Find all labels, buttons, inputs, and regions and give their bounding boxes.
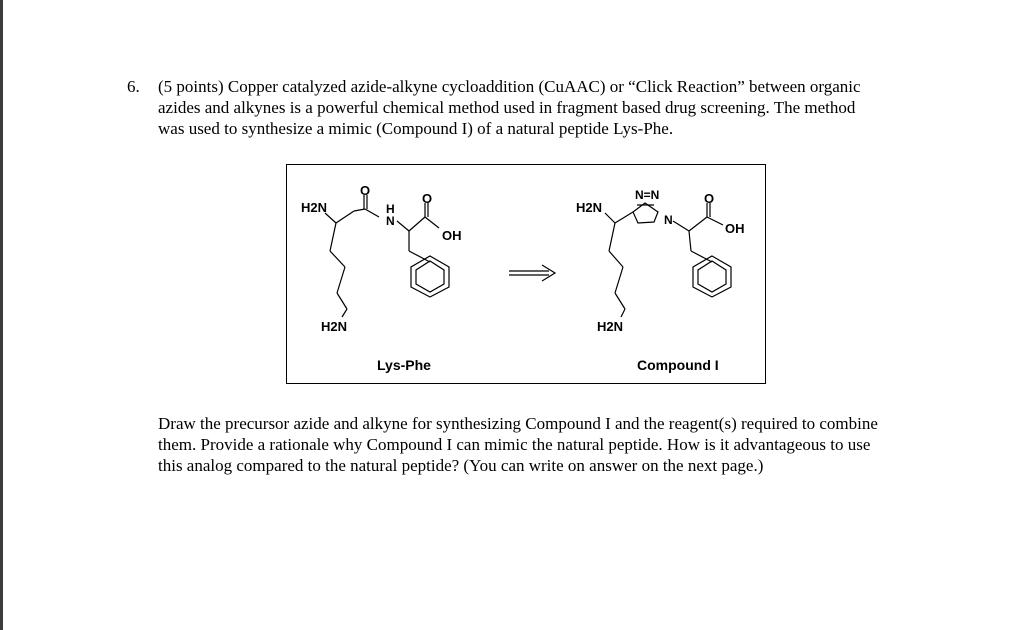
compound-i-amine-top: H2N bbox=[576, 200, 603, 215]
lys-phe-nh-h: H bbox=[386, 202, 395, 216]
benzene-ring-right bbox=[693, 256, 731, 297]
benzene-ring-left bbox=[411, 256, 449, 297]
lys-phe-carbonyl-o1: O bbox=[360, 183, 371, 198]
lys-phe-nh-n: N bbox=[386, 214, 395, 228]
question-line-2: azides and alkynes is a powerful chemical method used in fragment based drug screening. The method bbox=[158, 98, 856, 117]
compound-i-hydroxyl: OH bbox=[725, 221, 745, 236]
lys-phe-carbonyl-o2: O bbox=[422, 191, 433, 206]
compound-i-amine-bottom: H2N bbox=[597, 319, 624, 334]
instructions-line-3: this analog compared to the natural peptide? (You can write on answer on the next page.) bbox=[158, 456, 764, 475]
triazole-ring bbox=[633, 203, 658, 223]
question-number: 6. bbox=[127, 77, 140, 96]
reaction-scheme bbox=[287, 165, 765, 383]
instructions-text bbox=[158, 413, 978, 476]
triazole-nn: N=N bbox=[635, 188, 660, 202]
instructions-line-2: them. Provide a rationale why Compound I can mimic the natural peptide. How is it advantageous to use bbox=[158, 435, 871, 454]
lys-phe-label: Lys-Phe bbox=[377, 357, 431, 373]
question-text bbox=[158, 76, 958, 139]
page-left-edge bbox=[0, 0, 3, 630]
triazole-n: N bbox=[664, 213, 673, 227]
lys-phe-amine-bottom: H2N bbox=[321, 319, 348, 334]
compound-i-label: Compound I bbox=[637, 357, 719, 373]
question-line-1: (5 points) Copper catalyzed azide-alkyne cycloaddition (CuAAC) or “Click Reaction” between organic bbox=[158, 77, 861, 96]
lys-phe-hydroxyl: OH bbox=[442, 228, 462, 243]
question-line-3: was used to synthesize a mimic (Compound I) of a natural peptide Lys-Phe. bbox=[158, 119, 674, 138]
lys-phe-amine-top: H2N bbox=[301, 200, 328, 215]
reaction-arrow bbox=[509, 265, 555, 281]
compound-i-carbonyl-o: O bbox=[704, 191, 715, 206]
reaction-figure bbox=[286, 164, 766, 384]
instructions-line-1: Draw the precursor azide and alkyne for synthesizing Compound I and the reagent(s) required to combine bbox=[158, 414, 878, 433]
